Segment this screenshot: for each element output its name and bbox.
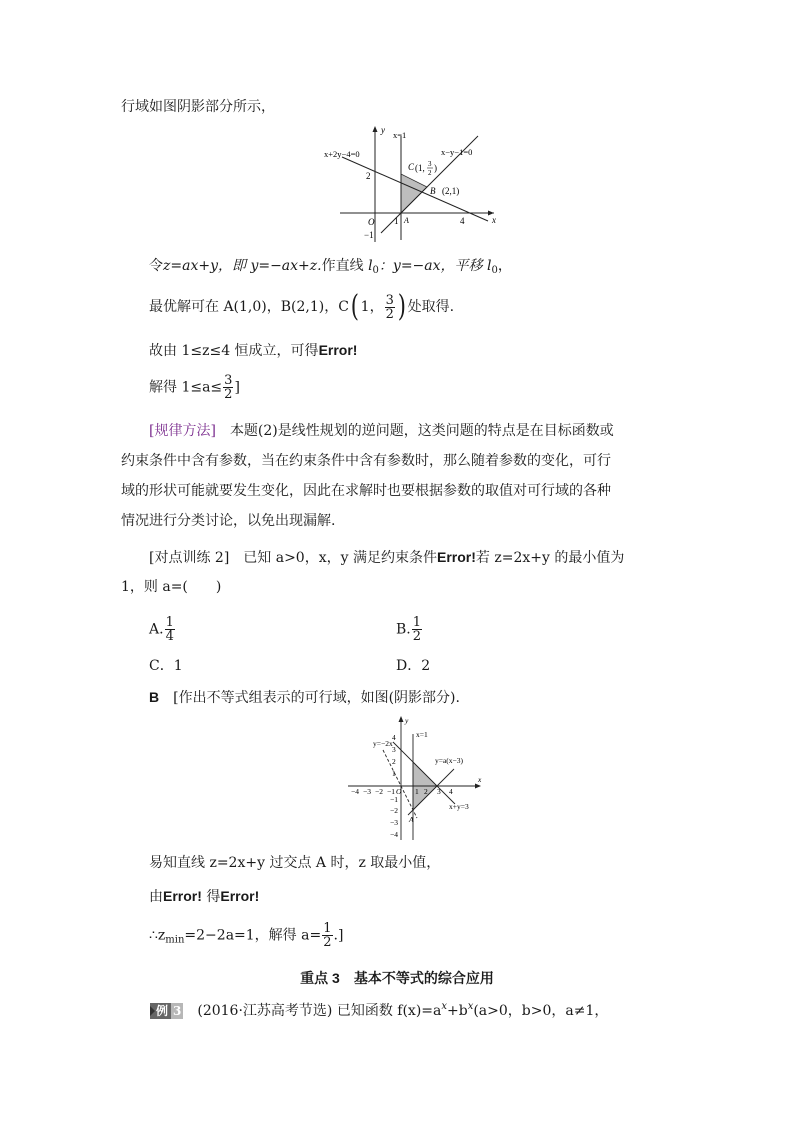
line-ya-label: y=a(x−3) (435, 756, 464, 765)
x-axis-label: x (478, 775, 482, 784)
y-tick-neg4: −4 (390, 830, 398, 839)
step-1 (149, 256, 512, 281)
fraction-3-2: $\frac{3}{2}$ (385, 292, 394, 322)
y-tick-1: 1 (392, 769, 396, 778)
point-b-coord: (2,1) (442, 186, 460, 196)
step-2-end: 处取得. (407, 299, 455, 315)
line-xy3-label: x+y=3 (449, 802, 469, 811)
exercise-tag: [对点训练 2] (149, 550, 230, 566)
tick-y-2: 2 (366, 171, 371, 181)
section-heading: 重点 3 基本不等式的综合应用 (300, 970, 494, 986)
solution-error-1: Error! (163, 888, 202, 904)
line-y2x-label: y=−2x (373, 739, 393, 748)
step-1-l0: l (368, 258, 373, 274)
line-a-label: x+2y−4=0 (324, 149, 360, 159)
figure-feasible-region-2 (340, 712, 490, 844)
method-line-2: 约束条件中含有参数，当在约束条件中含有参数时，那么随着参数的变化，可行 (121, 453, 611, 469)
example-badge: 例 (150, 1003, 171, 1019)
point-c-coord-post: ) (434, 163, 437, 173)
x-tick-neg3: −3 (363, 787, 371, 796)
y-axis-label: y (381, 125, 385, 135)
step-1-end: ， (497, 258, 512, 274)
x-tick-neg1: −1 (387, 787, 395, 796)
point-c-den: 2 (428, 169, 432, 177)
tick-x-4: 4 (460, 216, 465, 226)
x-tick-neg4: −4 (351, 787, 359, 796)
y-tick-2: 2 (392, 757, 396, 766)
point-a-label: A (409, 815, 414, 824)
fraction-3-2-b: $\frac{3}{2}$ (224, 373, 233, 402)
line-b-label: x−y−1=0 (441, 147, 473, 157)
x-tick-1: 1 (415, 787, 419, 796)
fraction-1-4: $\frac{1}{4}$ (165, 615, 174, 644)
shaded-region (401, 174, 427, 213)
point-c-coord-pre: (1, (415, 163, 425, 173)
step-1-l0-sub: 0 (372, 265, 379, 276)
figure-feasible-region-1 (318, 122, 503, 247)
line-y-minus-2x (383, 750, 417, 818)
line-x1-label: x=1 (416, 730, 428, 739)
step-2: 最优解可在 A(1,0)，B(2,1)，C( 1， $\frac{3}{2}$ ) 处取得. (149, 289, 455, 324)
x-tick-neg2: −2 (375, 787, 383, 796)
fraction-1-2: $\frac{1}{2}$ (412, 615, 422, 644)
exercise-error: Error! (436, 549, 476, 565)
x-tick-3: 3 (437, 787, 441, 796)
step-2-c-pre: 1， (360, 299, 384, 315)
method-line-3: 域的形状可能就要发生变化，因此在求解时也要根据参数的取值对可行域的各种 (121, 483, 611, 499)
origin-label: O (368, 217, 375, 227)
point-c-num: 3 (428, 160, 432, 168)
step-4-end: ] (234, 379, 240, 396)
option-c[interactable]: C．1 (149, 658, 183, 674)
intro-text: 行域如图阴影部分所示， (121, 99, 275, 115)
step-1-eq: z=ax+y，即 y=−ax+z. (163, 258, 322, 274)
example-line: 例 3 (2016·江苏高考节选) 已知函数 $f(x)=a^x+b^x(a>0$，b>0，a≠1， (150, 997, 608, 1021)
answer-text: [作出不等式组表示的可行域，如图(阴影部分). (173, 690, 460, 706)
example-number: 3 (173, 1004, 182, 1018)
fraction-1-2-b: $\frac{1}{2}$ (323, 921, 332, 950)
solution-line-3: $\therefore z_{min}=2-2a=1$，解得 a= $\frac{1}{2}$ .] (149, 921, 344, 950)
step-1-eq2: ：y=−ax，平移 (378, 258, 487, 274)
answer-line (149, 687, 460, 708)
y-tick-neg1: −1 (390, 795, 398, 804)
y-tick-neg2: −2 (390, 806, 398, 815)
y-tick-neg3: −3 (390, 818, 398, 827)
method-line-1: [规律方法] 本题(2)是线性规划的逆问题，这类问题的特点是在目标函数或 (149, 423, 614, 439)
option-b[interactable]: B. $\frac{1}{2}$ (396, 615, 422, 644)
y-axis-label: y (405, 716, 409, 725)
point-a-label: A (404, 216, 409, 225)
step-1-l0b: l (486, 258, 492, 274)
y-tick-3: 3 (392, 745, 396, 754)
step-1-pre: 令 (149, 258, 163, 274)
solution-line-1: 易知直线 z=2x+y 过交点 A 时，z 取最小值， (149, 855, 441, 871)
x-axis-label: x (492, 215, 496, 225)
option-a[interactable]: A. $\frac{1}{4}$ (149, 615, 174, 644)
method-tag: [规律方法] (149, 423, 216, 439)
answer-letter: B (149, 689, 160, 705)
line-x1-label: x=1 (393, 130, 407, 140)
step-3 (149, 340, 357, 361)
exercise-line-2: 1，则 a=( ) (121, 579, 222, 595)
method-line-4: 情况进行分类讨论，以免出现漏解. (121, 513, 336, 529)
tick-x-1: 1 (394, 216, 399, 226)
step-1-mid: 作直线 (321, 258, 369, 274)
step-4-pre: 解得 1≤a≤ (149, 379, 223, 396)
step-3-pre: 故由 1≤z≤4 恒成立，可得 (149, 343, 319, 359)
x-tick-origin: O (396, 787, 402, 796)
solution-error-2: Error! (220, 888, 260, 904)
x-tick-4: 4 (449, 787, 453, 796)
step-4 (149, 374, 240, 401)
exercise-line-1: [对点训练 2] 已知 a>0，x，y 满足约束条件Error!若 z=2x+y 的最小值为 (149, 549, 625, 566)
option-d[interactable]: D．2 (396, 658, 431, 674)
solution-line-2: 由Error! 得Error! (149, 888, 260, 905)
tick-y-neg1: −1 (364, 230, 374, 240)
step-1-l0b-sub: 0 (491, 265, 498, 276)
point-b-label: B (430, 186, 436, 196)
step-3-error: Error! (318, 342, 358, 358)
point-c-label: C (408, 162, 415, 172)
y-tick-4: 4 (392, 733, 396, 742)
step-2-text: 最优解可在 A(1,0)，B(2,1)，C (149, 299, 349, 315)
x-tick-2: 2 (424, 787, 428, 796)
